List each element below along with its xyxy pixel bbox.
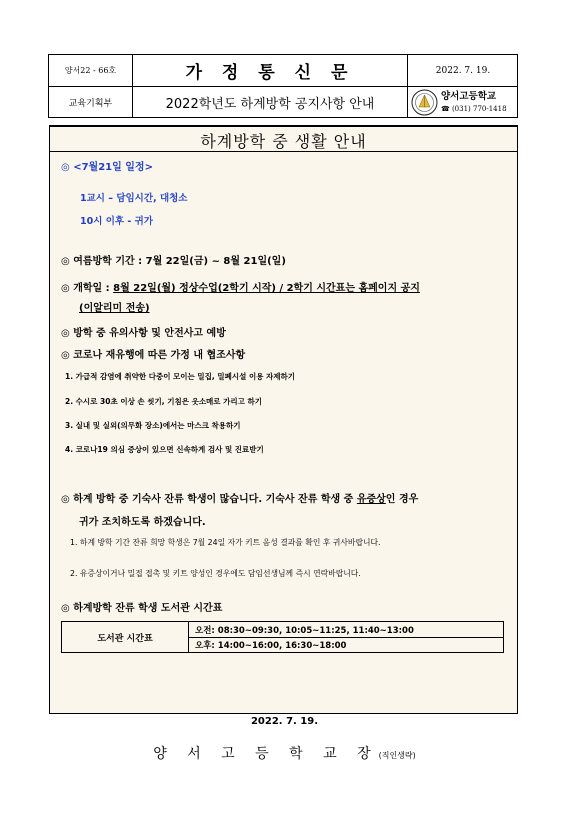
- department: 교육기획부: [68, 99, 113, 109]
- school-phone: ☎ (031) 770-1418: [441, 104, 507, 113]
- library-label: 도서관 시간표: [97, 633, 153, 644]
- vacation-period: ◎ 여름방학 기간 : 7월 22일(금) ~ 8월 21일(일): [61, 256, 286, 267]
- school-name: 양서고등학교: [441, 91, 497, 103]
- title-divider: [50, 151, 517, 152]
- library-am-hours: 오전: 08:30~09:30, 10:05~11:25, 11:40~13:00: [195, 626, 414, 636]
- corona-notice: ◎ 코로나 재유행에 따른 가정 내 협조사항: [61, 350, 246, 361]
- school-logo-icon: [411, 89, 438, 116]
- opening-day-note: (이알리미 전송): [79, 303, 150, 314]
- doc-type-title: 가 정 통 신 문: [185, 63, 355, 83]
- footer-date: 2022. 7. 19.: [250, 716, 319, 727]
- header-date: 2022. 7. 19.: [435, 65, 491, 76]
- principal-signature: 양 서 고 등 학 교 장(직인생략): [153, 746, 416, 762]
- schedule-heading: ◎ <7월21일 일정>: [61, 162, 153, 173]
- library-heading: ◎ 하계방학 잔류 학생 도서관 시간표: [61, 603, 223, 614]
- schedule-line-1: 1교시 – 담임시간, 대청소: [80, 193, 188, 204]
- corona-note: 3. 실내 및 실외(의무화 장소)에서는 마스크 착용하기: [65, 421, 241, 430]
- dorm-notice-line-2: 귀가 조치하도록 하겠습니다.: [79, 517, 206, 528]
- school-info: [408, 87, 518, 118]
- library-pm-hours: 오후: 14:00~16:00, 16:30~18:00: [195, 641, 347, 651]
- schedule-line-2: 10시 이후 - 귀가: [80, 216, 153, 227]
- dorm-note: 1. 하계 방학 기간 잔류 희망 학생은 7월 24일 자가 키트 음성 결과를 확인 후 귀사바랍니다.: [70, 538, 381, 547]
- doc-number: 양서22 - 66호: [64, 66, 117, 75]
- dorm-notice: ◎ 하계 방학 중 기숙사 잔류 학생이 많습니다. 기숙사 잔류 학생 중 유증상인 경우: [61, 494, 419, 505]
- corona-note: 1. 가급적 감염에 취약한 다중이 모이는 밀집, 밀폐시설 이용 자제하기: [65, 372, 296, 381]
- safety-notice: ◎ 방학 중 유의사항 및 안전사고 예방: [61, 328, 226, 339]
- page-title: 하계방학 중 생활 안내: [200, 132, 367, 151]
- notice-subject: 2022학년도 하계방학 공지사항 안내: [165, 97, 375, 112]
- library-schedule-table: [61, 621, 504, 653]
- opening-day: ◎ 개학일 : 8월 22일(월) 정상수업(2학기 시작) / 2학기 시간표는 홈페이지 공지: [61, 283, 420, 294]
- notice-body: [49, 125, 518, 714]
- corona-note: 2. 수시로 30초 이상 손 씻기, 기침은 옷소매로 가리고 하기: [65, 397, 262, 406]
- seal-note: (직인생략): [378, 751, 416, 760]
- header-table: [48, 54, 518, 118]
- corona-note: 4. 코로나19 의심 증상이 있으면 신속하게 검사 및 진료받기: [65, 445, 264, 454]
- dorm-note: 2. 유증상이거나 밀접 접촉 및 키트 양성인 경우에도 담임선생님께 즉시 연락바랍니다.: [70, 569, 361, 578]
- opening-day-detail: 8월 22일(월) 정상수업(2학기 시작) / 2학기 시간표는 홈페이지 공지: [113, 283, 420, 294]
